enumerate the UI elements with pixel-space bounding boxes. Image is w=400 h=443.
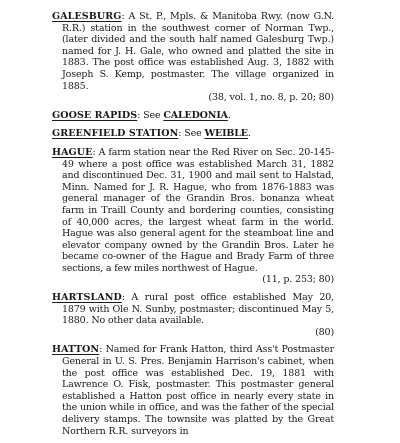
entry-hatton bbox=[52, 344, 334, 437]
entry-goose-rapids bbox=[52, 110, 334, 122]
entry-citation: (38, vol. 1, no. 8, p. 20; 80) bbox=[208, 92, 334, 104]
entry-heading: GREENFIELD STATION bbox=[52, 128, 179, 140]
entry-hague bbox=[52, 147, 334, 286]
entry-body: : A farm station near the Red River on Sec. 20-145-49 where a post office was established March 31, 1882 and discontinued Dec. 31, 1900 and mail sent to Halstad, Minn. Named for J. R. Hague, who from 1876-1883 was general manager of the Grandin Bros. bonanza wheat farm in Traill County and bordering counties, consisting of 40,000 acres, the largest wheat farm in the world. Hague was also general agent for the steamboat line and elevator company owned by the Grandin Bros. Later he became co-owner of the Hague and Brady Farm of three sections, a few miles northwest of Hague. bbox=[62, 146, 334, 274]
entry-body: : Named for Frank Hatton, third Ass't Postmaster General in U. S. Pres. Benjamin Harrison's cabinet, when the post office was established Dec. 19, 1881 with Lawrence O. Fisk, postmaster. This postmaster general established a Hatton post office in nearly every state in the union while in office, and was the father of the special delivery stamps. The townsite was platted by the Great Northern R.R. surveyors in bbox=[62, 344, 334, 437]
entry-citation: (11, p. 253; 80) bbox=[262, 274, 334, 286]
entry-citation: (80) bbox=[315, 326, 334, 338]
entry-end: . bbox=[247, 128, 251, 140]
gazetteer-column bbox=[52, 11, 334, 443]
entry-end: . bbox=[227, 109, 231, 121]
entry-galesburg bbox=[52, 11, 334, 104]
entry-body: : A St. P., Mpls. & Manitoba Rwy. (now G.N. R.R.) station in the southwest corner of Norman Twp., (later divided and the south half named Galesburg Twp.) named for J. H. Gale, who owned and platted the site in 1883. The post office was established Aug. 3, 1882 with Joseph S. Kemp, postmaster. The village organized in 1885. bbox=[62, 11, 334, 92]
entry-heading: GALESBURG bbox=[52, 11, 122, 22]
see-text: : See bbox=[137, 109, 164, 121]
cross-reference: WEIBLE bbox=[204, 128, 248, 140]
cross-reference: CALEDONIA bbox=[163, 109, 228, 121]
entry-heading: HATTON bbox=[52, 344, 100, 356]
entry-heading: HARTSLAND bbox=[52, 292, 122, 304]
entry-heading: HAGUE bbox=[52, 146, 93, 158]
entry-greenfield-station bbox=[52, 128, 334, 140]
entry-hartsland bbox=[52, 292, 334, 338]
entry-heading: GOOSE RAPIDS bbox=[52, 109, 138, 121]
entry-body: : A rural post office established May 20, 1879 with Ole N. Sunby, postmaster; discontinued May 5, 1880. No other data available. bbox=[62, 292, 334, 327]
see-text: : See bbox=[178, 128, 205, 140]
